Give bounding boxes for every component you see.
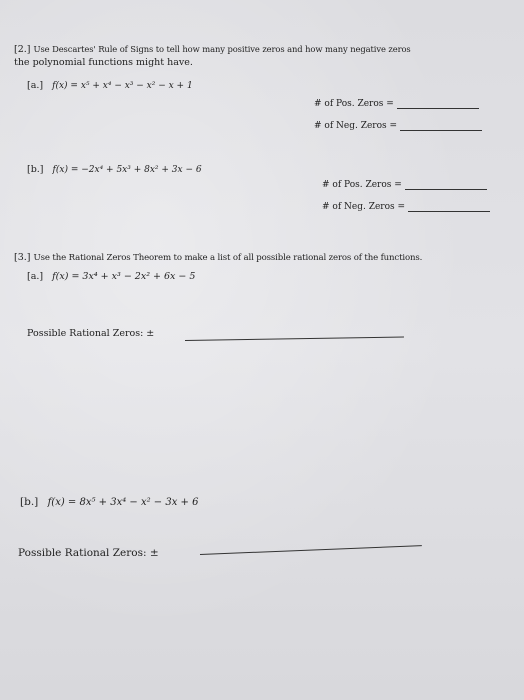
q3a-label: [a.] xyxy=(27,271,44,282)
q3b-answer-label: Possible Rational Zeros: ± xyxy=(18,547,159,559)
q2b-label: [b.] xyxy=(27,164,44,175)
q3b-label: [b.] xyxy=(20,496,39,508)
q2a-neg-label: # of Neg. Zeros = xyxy=(314,121,398,131)
q2b-neg-answer-blank[interactable] xyxy=(408,211,490,212)
q2a-neg-answer-blank[interactable] xyxy=(400,130,482,131)
q2-instruction-line2: the polynomial functions might have. xyxy=(14,57,193,68)
q2-instruction-line1 xyxy=(14,44,411,55)
q2b-pos-label: # of Pos. Zeros = xyxy=(322,180,402,190)
q2b-neg-label: # of Neg. Zeros = xyxy=(322,202,406,212)
q3-instruction-line xyxy=(14,252,422,263)
q2a-function: f(x) = x⁵ + x⁴ − x³ − x² − x + 1 xyxy=(52,81,193,91)
q2a-pos-label: # of Pos. Zeros = xyxy=(314,99,394,109)
q3a-function: f(x) = 3x⁴ + x³ − 2x² + 6x − 5 xyxy=(52,271,196,282)
q2a-pos-answer-blank[interactable] xyxy=(397,108,479,109)
q2b-pos-zeros xyxy=(322,180,487,190)
q3b-answer-line[interactable] xyxy=(200,545,422,555)
q3b-function: f(x) = 8x⁵ + 3x⁴ − x² − 3x + 6 xyxy=(47,497,199,508)
q2a-label: [a.] xyxy=(27,80,44,91)
q2a-problem xyxy=(27,80,193,91)
q2-number: [2.] xyxy=(14,44,31,55)
q3-number: [3.] xyxy=(14,252,31,263)
q2b-neg-zeros xyxy=(322,202,490,212)
q3a-answer-label: Possible Rational Zeros: ± xyxy=(27,328,155,339)
q3b-problem xyxy=(20,496,198,508)
q2a-pos-zeros xyxy=(314,99,479,109)
q2b-pos-answer-blank[interactable] xyxy=(405,189,487,190)
q3-instruction-text: Use the Rational Zeros Theorem to make a list of all possible rational zeros of the functions. xyxy=(33,253,423,263)
q2a-neg-zeros xyxy=(314,121,482,131)
q2b-function: f(x) = −2x⁴ + 5x³ + 8x² + 3x − 6 xyxy=(52,165,202,175)
q2b-problem xyxy=(27,164,202,175)
q3a-problem xyxy=(27,271,195,282)
q2-instruction-text: Use Descartes' Rule of Signs to tell how many positive zeros and how many negative zeros xyxy=(33,44,411,54)
q3a-answer-line[interactable] xyxy=(185,337,404,341)
